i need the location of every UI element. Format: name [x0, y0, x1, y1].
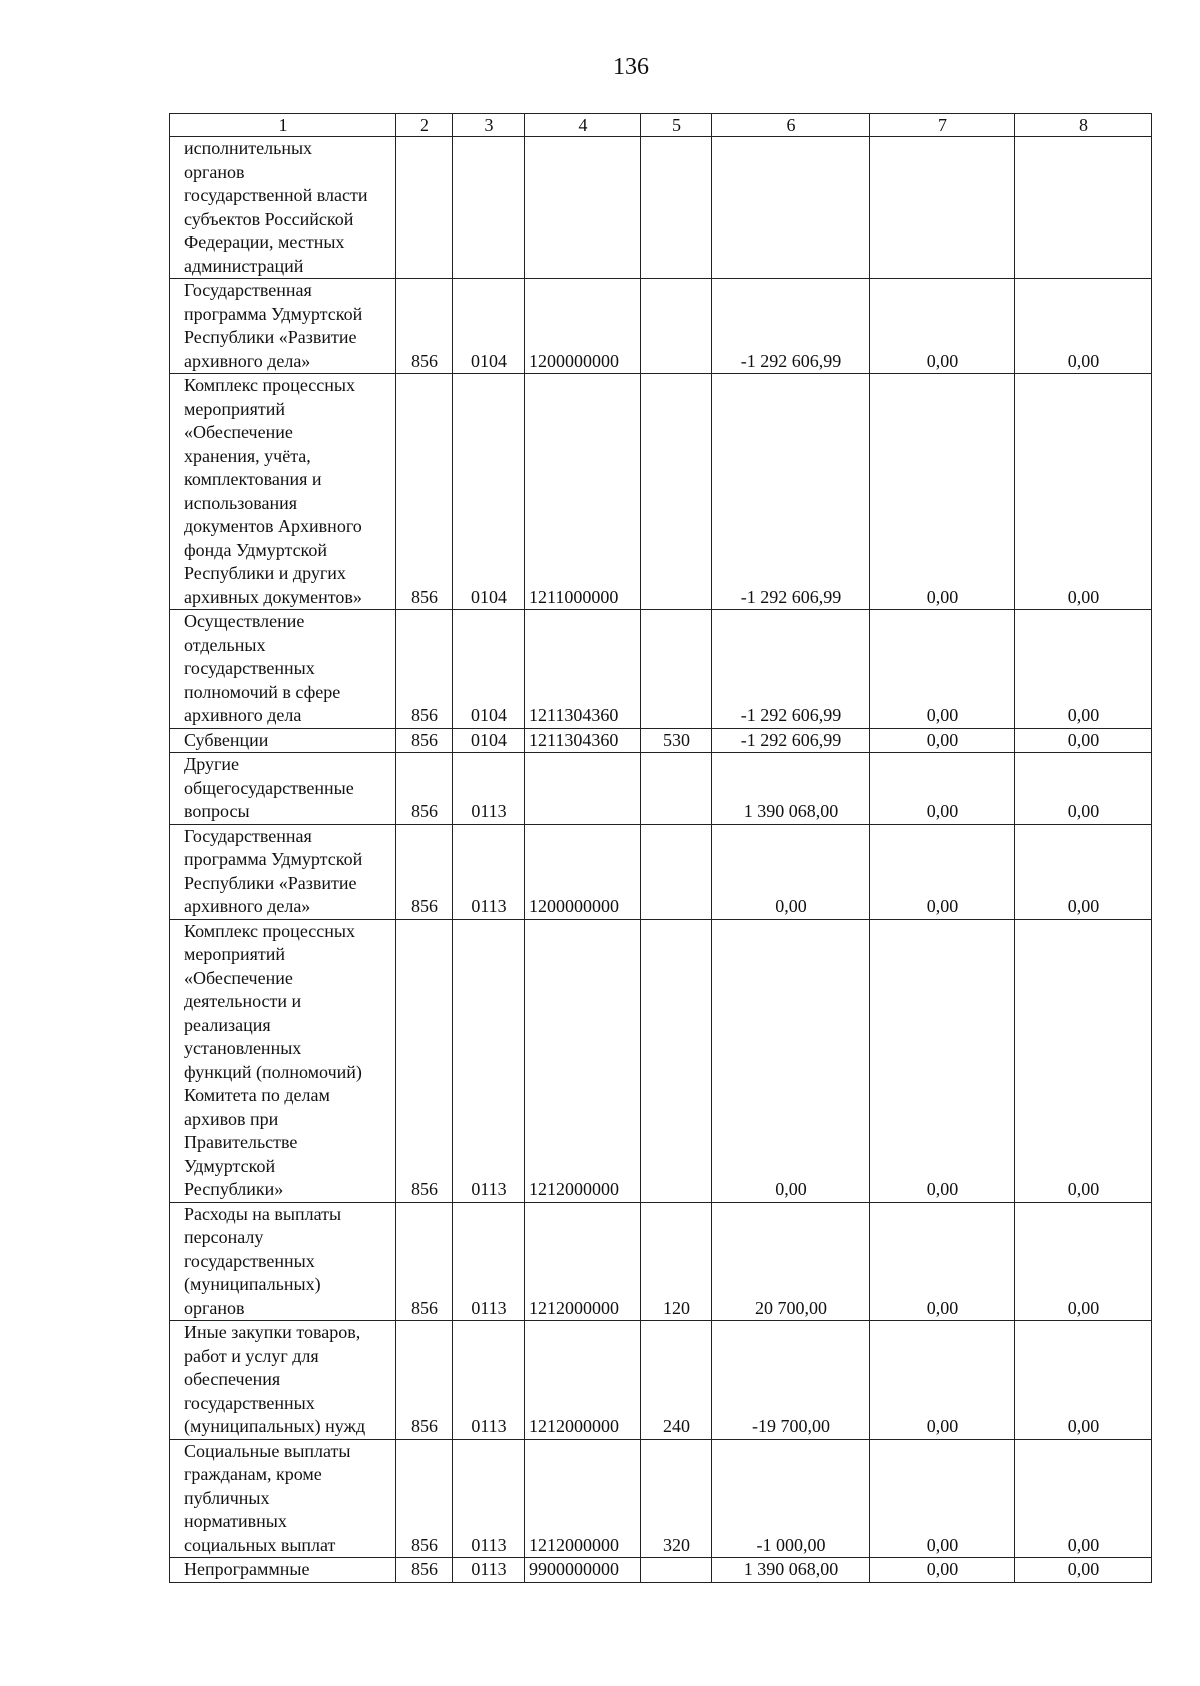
section-code-cell — [453, 137, 525, 279]
table-row — [170, 919, 1152, 1202]
ministry-code-cell: 856 — [396, 919, 453, 1202]
table-row — [170, 728, 1152, 753]
ministry-code-cell: 856 — [396, 753, 453, 825]
column-header: 6 — [712, 114, 870, 137]
column-header: 2 — [396, 114, 453, 137]
amount-cell: 20 700,00 — [712, 1202, 870, 1321]
amount-cell: 1 390 068,00 — [712, 753, 870, 825]
amount-cell: -1 292 606,99 — [712, 374, 870, 610]
amount-cell: 0,00 — [1015, 1439, 1152, 1558]
amount-cell: 0,00 — [870, 1439, 1015, 1558]
amount-cell: 0,00 — [1015, 279, 1152, 374]
row-name-cell: Непрограммные — [170, 1558, 396, 1583]
amount-cell: 0,00 — [870, 1202, 1015, 1321]
row-name-cell: Иные закупки товаров, работ и услуг для обеспечения государственных (муниципальных) нужд — [170, 1321, 396, 1440]
target-article-cell: 1212000000 — [525, 1439, 641, 1558]
row-name-cell: Осуществление отдельных государственных полномочий в сфере архивного дела — [170, 610, 396, 729]
table-row — [170, 1202, 1152, 1321]
amount-cell: 0,00 — [1015, 824, 1152, 919]
ministry-code-cell: 856 — [396, 824, 453, 919]
table-row — [170, 1558, 1152, 1583]
amount-cell: 0,00 — [870, 610, 1015, 729]
expense-type-cell — [641, 824, 712, 919]
ministry-code-cell: 856 — [396, 1202, 453, 1321]
amount-cell — [1015, 137, 1152, 279]
budget-table — [169, 113, 1152, 1583]
row-name-cell: исполнительных органов государственной власти субъектов Российской Федерации, местных администраций — [170, 137, 396, 279]
amount-cell: -1 292 606,99 — [712, 728, 870, 753]
table-row — [170, 753, 1152, 825]
ministry-code-cell: 856 — [396, 1321, 453, 1440]
section-code-cell: 0113 — [453, 753, 525, 825]
table-row — [170, 1321, 1152, 1440]
ministry-code-cell: 856 — [396, 728, 453, 753]
amount-cell: 0,00 — [712, 919, 870, 1202]
section-code-cell: 0113 — [453, 919, 525, 1202]
table-row — [170, 279, 1152, 374]
target-article-cell: 9900000000 — [525, 1558, 641, 1583]
section-code-cell: 0104 — [453, 279, 525, 374]
row-name-cell: Государственная программа Удмуртской Республики «Развитие архивного дела» — [170, 279, 396, 374]
section-code-cell: 0104 — [453, 728, 525, 753]
ministry-code-cell: 856 — [396, 374, 453, 610]
expense-type-cell — [641, 279, 712, 374]
expense-type-cell — [641, 919, 712, 1202]
target-article-cell: 1200000000 — [525, 824, 641, 919]
target-article-cell: 1211000000 — [525, 374, 641, 610]
amount-cell — [712, 137, 870, 279]
column-header: 7 — [870, 114, 1015, 137]
row-name-cell: Комплекс процессных мероприятий «Обеспечение хранения, учёта, комплектования и использования документов Архивного фонда Удмуртской Республики и других архивных документов» — [170, 374, 396, 610]
column-number-row — [170, 114, 1152, 137]
target-article-cell: 1211304360 — [525, 610, 641, 729]
amount-cell: -1 292 606,99 — [712, 610, 870, 729]
amount-cell: 0,00 — [870, 374, 1015, 610]
target-article-cell — [525, 137, 641, 279]
expense-type-cell — [641, 374, 712, 610]
section-code-cell: 0113 — [453, 824, 525, 919]
section-code-cell: 0104 — [453, 610, 525, 729]
amount-cell: -19 700,00 — [712, 1321, 870, 1440]
table-row — [170, 610, 1152, 729]
amount-cell: 0,00 — [1015, 374, 1152, 610]
column-header: 4 — [525, 114, 641, 137]
amount-cell: 0,00 — [870, 728, 1015, 753]
row-name-cell: Комплекс процессных мероприятий «Обеспечение деятельности и реализация установленных функций (полномочий) Комитета по делам архивов при Правительстве Удмуртской Республики» — [170, 919, 396, 1202]
expense-type-cell — [641, 610, 712, 729]
section-code-cell: 0104 — [453, 374, 525, 610]
target-article-cell: 1200000000 — [525, 279, 641, 374]
amount-cell: 0,00 — [1015, 1321, 1152, 1440]
target-article-cell: 1212000000 — [525, 1321, 641, 1440]
amount-cell — [870, 137, 1015, 279]
expense-type-cell — [641, 1558, 712, 1583]
row-name-cell: Другие общегосударственные вопросы — [170, 753, 396, 825]
table-body — [170, 137, 1152, 1583]
amount-cell: 0,00 — [870, 1321, 1015, 1440]
ministry-code-cell: 856 — [396, 1558, 453, 1583]
ministry-code-cell: 856 — [396, 279, 453, 374]
table-row — [170, 1439, 1152, 1558]
target-article-cell: 1211304360 — [525, 728, 641, 753]
amount-cell: 0,00 — [1015, 1558, 1152, 1583]
expense-type-cell — [641, 137, 712, 279]
section-code-cell: 0113 — [453, 1558, 525, 1583]
row-name-cell: Субвенции — [170, 728, 396, 753]
ministry-code-cell: 856 — [396, 610, 453, 729]
target-article-cell: 1212000000 — [525, 919, 641, 1202]
column-header: 8 — [1015, 114, 1152, 137]
expense-type-cell: 320 — [641, 1439, 712, 1558]
section-code-cell: 0113 — [453, 1202, 525, 1321]
expense-type-cell: 120 — [641, 1202, 712, 1321]
expense-type-cell: 530 — [641, 728, 712, 753]
amount-cell: 0,00 — [1015, 728, 1152, 753]
amount-cell: 0,00 — [870, 753, 1015, 825]
amount-cell: -1 000,00 — [712, 1439, 870, 1558]
target-article-cell — [525, 753, 641, 825]
amount-cell: 0,00 — [1015, 1202, 1152, 1321]
amount-cell: 0,00 — [712, 824, 870, 919]
amount-cell: 0,00 — [1015, 753, 1152, 825]
target-article-cell: 1212000000 — [525, 1202, 641, 1321]
expense-type-cell — [641, 753, 712, 825]
amount-cell: 1 390 068,00 — [712, 1558, 870, 1583]
section-code-cell: 0113 — [453, 1321, 525, 1440]
section-code-cell: 0113 — [453, 1439, 525, 1558]
row-name-cell: Расходы на выплаты персоналу государственных (муниципальных) органов — [170, 1202, 396, 1321]
amount-cell: 0,00 — [870, 1558, 1015, 1583]
table-row — [170, 824, 1152, 919]
row-name-cell: Социальные выплаты гражданам, кроме публичных нормативных социальных выплат — [170, 1439, 396, 1558]
column-header: 5 — [641, 114, 712, 137]
column-header: 3 — [453, 114, 525, 137]
amount-cell: 0,00 — [870, 824, 1015, 919]
ministry-code-cell — [396, 137, 453, 279]
amount-cell: 0,00 — [870, 279, 1015, 374]
expense-type-cell: 240 — [641, 1321, 712, 1440]
row-name-cell: Государственная программа Удмуртской Республики «Развитие архивного дела» — [170, 824, 396, 919]
table-row — [170, 374, 1152, 610]
amount-cell: 0,00 — [1015, 919, 1152, 1202]
amount-cell: -1 292 606,99 — [712, 279, 870, 374]
amount-cell: 0,00 — [1015, 610, 1152, 729]
column-header: 1 — [170, 114, 396, 137]
amount-cell: 0,00 — [870, 919, 1015, 1202]
page-number: 136 — [613, 54, 649, 80]
table-row — [170, 137, 1152, 279]
ministry-code-cell: 856 — [396, 1439, 453, 1558]
